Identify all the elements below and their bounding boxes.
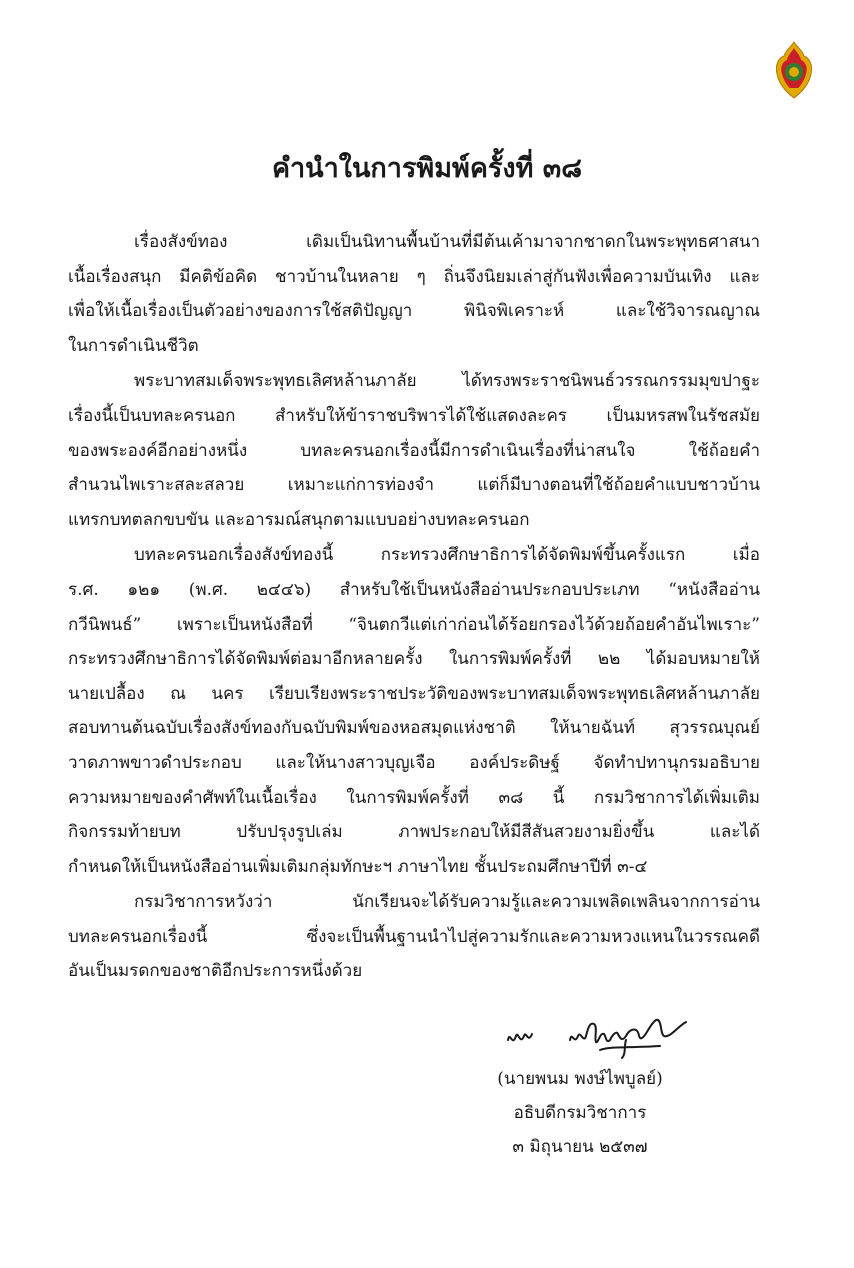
paragraph-line: สำนวนไพเราะสละสลวย เหมาะแก่การท่องจำ แต่ก็มีบางตอนที่ใช้ถ้อยคำแบบชาวบ้าน xyxy=(68,475,760,496)
paragraph-line: บทละครนอกเรื่องสังข์ทองนี้ กระทรวงศึกษาธิการได้จัดพิมพ์ขึ้นครั้งแรก เมื่อ xyxy=(134,545,760,566)
page-title: คำนำในการพิมพ์ครั้งที่ ๓๘ xyxy=(271,153,583,184)
paragraph-line: สอบทานต้นฉบับเรื่องสังข์ทองกับฉบับพิมพ์ของหอสมุดแห่งชาติ ให้นายฉันท์ สุวรรณบุณย์ xyxy=(68,718,760,739)
paragraph-line: เรื่องนี้เป็นบทละครนอก สำหรับให้ข้าราชบริพารได้ใช้แสดงละคร เป็นมหรสพในรัชสมัย xyxy=(68,405,760,426)
signatory-date: ๓ มิถุนายน ๒๕๓๗ xyxy=(512,1137,648,1157)
preface-body xyxy=(68,225,760,989)
paragraph-line: ของพระองค์อีกอย่างหนึ่ง บทละครนอกเรื่องนี้มีการดำเนินเรื่องที่น่าสนใจ ใช้ถ้อยคำ xyxy=(68,440,760,461)
signatory-position: อธิบดีกรมวิชาการ xyxy=(513,1103,647,1123)
paragraph-line: กรมวิชาการหวังว่า นักเรียนจะได้รับความรู้และความเพลิดเพลินจากการอ่าน xyxy=(134,892,760,913)
paragraph-line: กวีนิพนธ์” เพราะเป็นหนังสือที่ “จินตกวีแต่เก่าก่อนได้ร้อยกรองไว้ด้วยถ้อยคำอันไพเราะ” xyxy=(68,614,760,635)
paragraph-line: อันเป็นมรดกของชาติอีกประการหนึ่งด้วย xyxy=(68,961,363,982)
paragraph-line: กระทรวงศึกษาธิการได้จัดพิมพ์ต่อมาอีกหลายครั้ง ในการพิมพ์ครั้งที่ ๒๒ ได้มอบหมายให้ xyxy=(68,649,760,670)
paragraph xyxy=(68,885,760,989)
paragraph-line: พระบาทสมเด็จพระพุทธเลิศหล้านภาลัย ได้ทรงพระราชนิพนธ์วรรณกรรมมุขปาฐะ xyxy=(134,371,760,392)
paragraph xyxy=(68,364,760,537)
paragraph-line: เรื่องสังข์ทอง เดิมเป็นนิทานพื้นบ้านที่มีต้นเค้ามาจากชาดกในพระพุทธศาสนา xyxy=(134,232,760,252)
paragraph-line: เพื่อให้เนื้อเรื่องเป็นตัวอย่างของการใช้สติปัญญา พินิจพิเคราะห์ และใช้วิจารณญาณ xyxy=(68,301,760,322)
paragraph-line: ความหมายของคำศัพท์ในเนื้อเรื่อง ในการพิมพ์ครั้งที่ ๓๘ นี้ กรมวิชาการได้เพิ่มเติม xyxy=(68,787,760,808)
paragraph-line: วาดภาพขาวดำประกอบ และให้นางสาวบุญเจือ องค์ประดิษฐ์ จัดทำปทานุกรมอธิบาย xyxy=(68,752,760,773)
paragraph-line: ร.ศ. ๑๒๑ (พ.ศ. ๒๔๔๖) สำหรับใช้เป็นหนังสืออ่านประกอบประเภท “หนังสืออ่าน xyxy=(68,579,760,600)
signatory-block xyxy=(440,1062,720,1164)
paragraph-line: แทรกบทตลกขบขัน และอารมณ์สนุกตามแบบอย่างบทละครนอก xyxy=(68,509,530,530)
paragraph-line: กิจกรรมท้ายบท ปรับปรุงรูปเล่ม ภาพประกอบให้มีสีสันสวยงามยิ่งขึ้น และได้ xyxy=(68,822,760,843)
signatory-name: (นายพนม พงษ์ไพบูลย์) xyxy=(497,1069,663,1089)
royal-crest-icon xyxy=(770,40,818,100)
handwritten-signature xyxy=(500,1010,700,1060)
paragraph-line: ในการดำเนินชีวิต xyxy=(68,335,199,356)
paragraph-line: เนื้อเรื่องสนุก มีคติข้อคิด ชาวบ้านในหลาย ๆ ถิ่นจึงนิยมเล่าสู่กันฟังเพื่อความบันเทิง และ xyxy=(68,266,760,287)
paragraph xyxy=(68,225,760,363)
paragraph-line: บทละครนอกเรื่องนี้ ซึ่งจะเป็นพื้นฐานนำไปสู่ความรักและความหวงแหนในวรรณคดี xyxy=(68,926,760,947)
paragraph xyxy=(68,538,760,884)
paragraph-line: กำหนดให้เป็นหนังสืออ่านเพิ่มเติมกลุ่มทักษะฯ ภาษาไทย ชั้นประถมศึกษาปีที่ ๓-๔ xyxy=(68,856,648,877)
paragraph-line: นายเปลื้อง ณ นคร เรียบเรียงพระราชประวัติของพระบาทสมเด็จพระพุทธเลิศหล้านภาลัย xyxy=(68,683,760,704)
